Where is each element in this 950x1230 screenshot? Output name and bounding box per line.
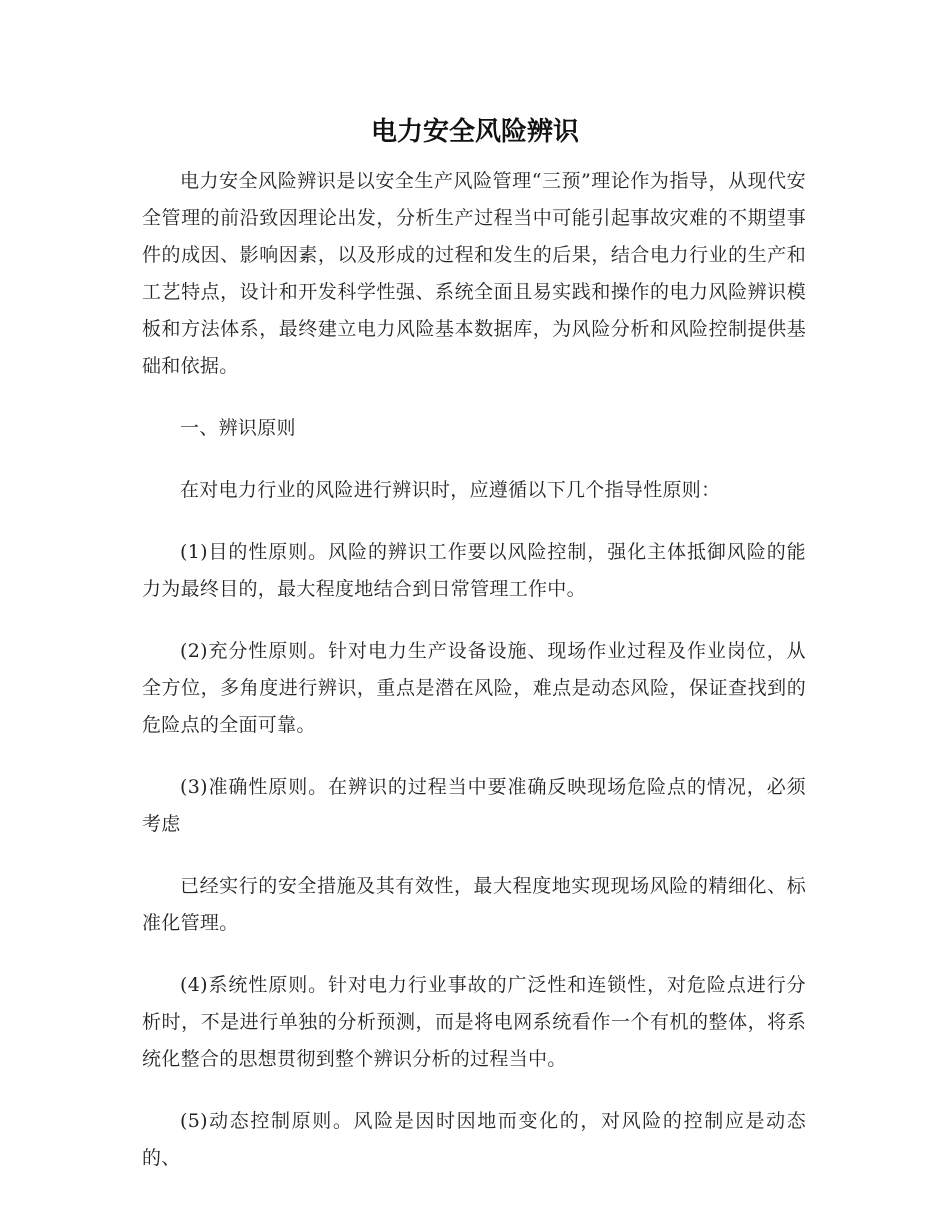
principles-intro-paragraph: 在对电力行业的风险进行辨识时，应遵循以下几个指导性原则： — [180, 479, 721, 501]
section-heading: 一、辨识原则 — [180, 417, 296, 439]
principle-dynamic-control-paragraph: (5)动态控制原则。风险是因时因地而变化的，对风险的控制应是动态的、 — [142, 1110, 806, 1169]
principle-accuracy-paragraph: (3)准确性原则。在辨识的过程当中要准确反映现场危险点的情况，必须考虑 — [142, 776, 806, 835]
document-title: 电力安全风险辨识 — [370, 117, 579, 147]
principle-accuracy-continued-paragraph: 已经实行的安全措施及其有效性，最大程度地实现现场风险的精细化、标准化管理。 — [142, 875, 806, 934]
intro-paragraph: 电力安全风险辨识是以安全生产风险管理“三预”理论作为指导，从现代安全管理的前沿致因理论出发，分析生产过程当中可能引起事故灾难的不期望事件的成因、影响因素，以及形成的过程和发生的后果，结合电力行业的生产和工艺特点，设计和开发科学性强、系统全面且易实践和操作的电力风险辨识模板和方法体系，最终建立电力风险基本数据库，为风险分析和风险控制提供基础和依据。 — [142, 170, 806, 377]
principle-purpose-paragraph: (1)目的性原则。风险的辨识工作要以风险控制，强化主体抵御风险的能力为最终目的，最大程度地结合到日常管理工作中。 — [142, 541, 806, 600]
principle-sufficiency-paragraph: (2)充分性原则。针对电力生产设备设施、现场作业过程及作业岗位，从全方位，多角度进行辨识，重点是潜在风险，难点是动态风险，保证查找到的危险点的全面可靠。 — [142, 640, 806, 736]
document-body — [142, 163, 806, 1202]
principle-systematic-paragraph: (4)系统性原则。针对电力行业事故的广泛性和连锁性，对危险点进行分析时，不是进行单独的分析预测，而是将电网系统看作一个有机的整体，将系统化整合的思想贯彻到整个辨识分析的过程当中。 — [142, 974, 806, 1070]
